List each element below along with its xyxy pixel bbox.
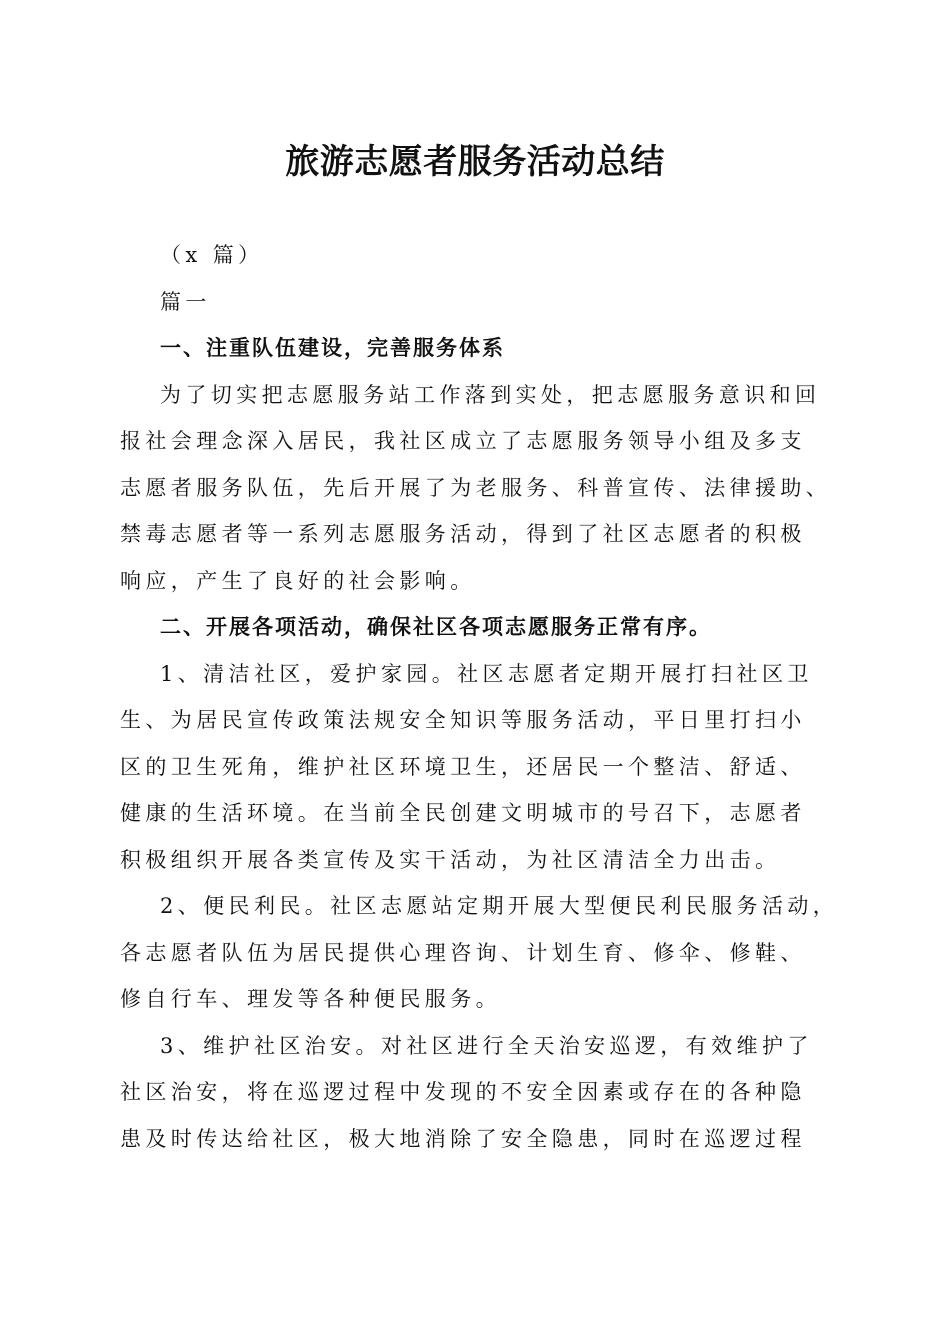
part-label: 篇一 — [160, 289, 211, 314]
item3-line: 3、维护社区治安。对社区进行全天治安巡逻，有效维护了 — [160, 1033, 813, 1058]
section2-heading: 二、开展各项活动，确保社区各项志愿服务正常有序。 — [160, 615, 712, 639]
section1-line: 志愿者服务队伍，先后开展了为老服务、科普宣传、法律援助、 — [120, 475, 832, 500]
document-title: 旅游志愿者服务活动总结 — [285, 142, 665, 182]
item1-line: 1、清洁社区，爱护家园。社区志愿者定期开展打扫社区卫 — [160, 661, 813, 686]
document-body — [120, 232, 839, 1162]
item1-line: 区的卫生死角，维护社区环境卫生，还居民一个整洁、舒适、 — [120, 754, 806, 779]
count-note: （x 篇） — [160, 243, 264, 267]
section1-heading: 一、注重队伍建设，完善服务体系 — [160, 336, 505, 360]
item3-line: 社区治安，将在巡逻过程中发现的不安全因素或存在的各种隐 — [120, 1080, 806, 1104]
item3-line: 患及时传达给社区，极大地消除了安全隐患，同时在巡逻过程 — [120, 1126, 806, 1151]
item2-line: 修自行车、理发等各种便民服务。 — [120, 987, 501, 1011]
section1-line: 响应，产生了良好的社会影响。 — [120, 568, 476, 593]
section1-line: 为了切实把志愿服务站工作落到实处，把志愿服务意识和回 — [160, 382, 821, 407]
section1-line: 报社会理念深入居民，我社区成立了志愿服务领导小组及多支 — [120, 429, 806, 453]
item1-line: 健康的生活环境。在当前全民创建文明城市的号召下，志愿者 — [120, 801, 806, 825]
item1-line: 积极组织开展各类宣传及实干活动，为社区清洁全力出击。 — [120, 847, 781, 872]
section1-line: 禁毒志愿者等一系列志愿服务活动，得到了社区志愿者的积极 — [120, 522, 806, 546]
item2-line: 各志愿者队伍为居民提供心理咨询、计划生育、修伞、修鞋、 — [120, 940, 806, 965]
item2-line: 2、便民利民。社区志愿站定期开展大型便民利民服务活动， — [160, 894, 839, 918]
item1-line: 生、为居民宣传政策法规安全知识等服务活动，平日里打扫小 — [120, 708, 806, 732]
